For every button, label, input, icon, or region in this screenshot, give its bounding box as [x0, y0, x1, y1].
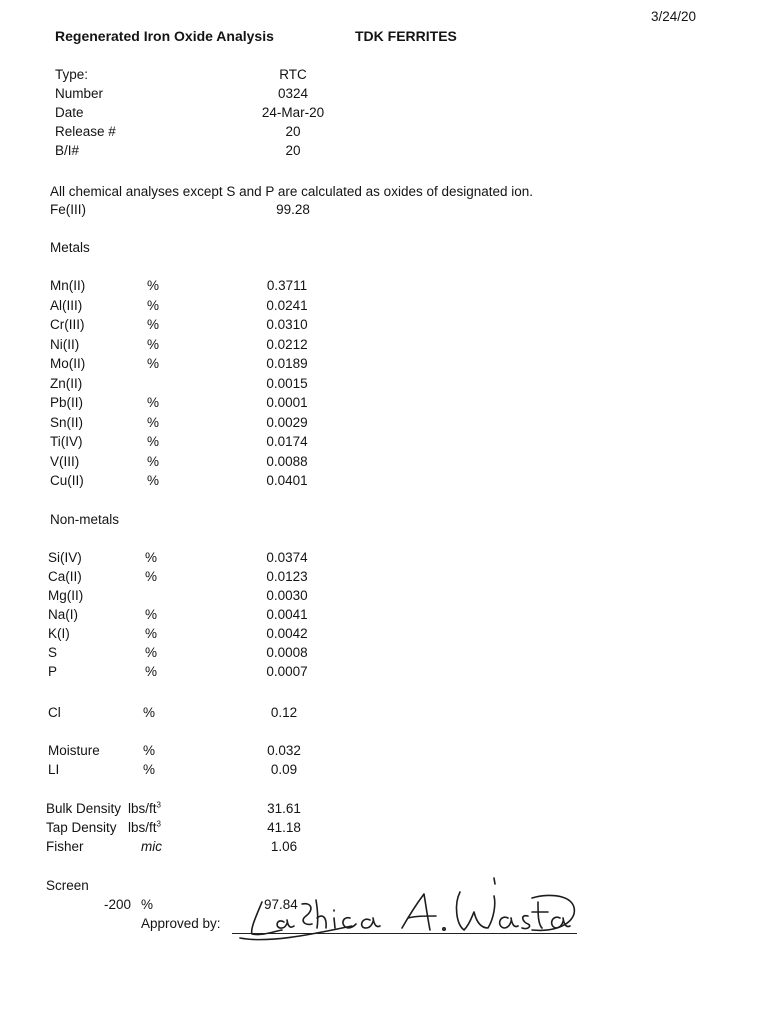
nonmetals-heading: Non-metals — [50, 512, 120, 527]
element-unit-si-iv: % — [145, 550, 158, 565]
document-title: Regenerated Iron Oxide Analysis — [55, 28, 274, 44]
element-unit-ni-ii: % — [147, 336, 160, 352]
approved-by-label: Approved by: — [141, 916, 221, 931]
element-value-na-i: 0.0041 — [266, 607, 308, 622]
element-unit-v-iii: % — [147, 453, 160, 469]
element-unit-p: % — [145, 664, 158, 679]
element-unit-sn-ii: % — [147, 414, 160, 430]
moisture-label: Moisture — [48, 743, 100, 758]
cl-value: 0.12 — [270, 705, 298, 720]
element-unit-mn-ii: % — [147, 278, 160, 293]
li-unit: % — [143, 762, 156, 777]
element-value-ca-ii: 0.0123 — [266, 569, 308, 584]
element-name-al-iii: Al(III) — [50, 297, 83, 313]
screen-unit: % — [141, 897, 154, 912]
element-name-mo-ii: Mo(II) — [50, 356, 86, 371]
element-value-al-iii: 0.0241 — [266, 297, 308, 313]
info-label-release: Release # — [55, 124, 116, 139]
element-value-mn-ii: 0.3711 — [266, 278, 308, 293]
element-value-cu-ii: 0.0401 — [266, 473, 308, 488]
element-name-sn-ii: Sn(II) — [50, 414, 84, 430]
element-value-k-i: 0.0042 — [266, 626, 308, 641]
fisher-unit: mic — [141, 839, 162, 854]
fisher-value: 1.06 — [270, 839, 298, 854]
element-name-pb-ii: Pb(II) — [50, 395, 84, 410]
element-name-s: S — [48, 645, 58, 660]
element-name-ni-ii: Ni(II) — [50, 336, 80, 352]
info-value-number: 0324 — [277, 86, 309, 101]
handwritten-signature — [232, 874, 582, 954]
element-value-s: 0.0008 — [266, 645, 308, 660]
screen-mesh: -200 — [104, 897, 132, 912]
element-value-mo-ii: 0.0189 — [266, 356, 308, 371]
tap-density-unit: lbs/$ft^3$ — [128, 819, 161, 835]
element-name-zn-ii: Zn(II) — [50, 375, 83, 391]
fe-label: Fe(III) — [50, 202, 86, 217]
info-label-bi: B/I# — [55, 143, 80, 158]
element-unit-s: % — [145, 645, 158, 660]
info-value-date: 24-Mar-20 — [261, 105, 325, 120]
info-label-type: Type: — [55, 67, 89, 82]
moisture-unit: % — [143, 743, 156, 758]
print-date: 3/24/20 — [651, 9, 697, 24]
element-value-cr-iii: 0.0310 — [266, 317, 308, 332]
bulk-density-unit: lbs/$ft^3$ — [128, 800, 161, 816]
bulk-density-value: 31.61 — [267, 801, 301, 816]
element-name-ti-iv: Ti(IV) — [50, 434, 83, 449]
fisher-label: Fisher — [46, 839, 84, 854]
element-unit-cr-iii: % — [147, 317, 160, 332]
element-value-ti-iv: 0.0174 — [266, 434, 308, 449]
element-name-cr-iii: Cr(III) — [50, 317, 85, 332]
tap-density-value: 41.18 — [267, 820, 301, 835]
cl-label: Cl — [48, 705, 61, 720]
screen-heading: Screen — [46, 878, 89, 893]
element-value-si-iv: 0.0374 — [266, 550, 308, 565]
element-unit-ca-ii: % — [145, 569, 158, 584]
fe-value: 99.28 — [276, 202, 310, 217]
element-name-cu-ii: Cu(II) — [50, 473, 84, 488]
info-label-number: Number — [55, 86, 104, 101]
element-name-na-i: Na(I) — [48, 607, 78, 622]
li-label: LI — [48, 762, 60, 777]
company-name: TDK FERRITES — [355, 28, 457, 44]
element-value-p: 0.0007 — [266, 664, 308, 679]
element-unit-na-i: % — [145, 607, 158, 622]
element-name-k-i: K(I) — [48, 626, 70, 641]
element-value-zn-ii: 0.0015 — [266, 375, 308, 391]
info-value-type: RTC — [279, 67, 307, 82]
element-value-v-iii: 0.0088 — [266, 453, 308, 469]
element-unit-cu-ii: % — [147, 473, 160, 488]
element-unit-al-iii: % — [147, 297, 160, 313]
element-name-v-iii: V(III) — [50, 453, 80, 469]
element-value-pb-ii: 0.0001 — [266, 395, 308, 410]
tap-density-label: Tap Density — [46, 820, 117, 835]
cl-unit: % — [143, 705, 156, 720]
info-label-date: Date — [55, 105, 84, 120]
element-name-ca-ii: Ca(II) — [48, 569, 82, 584]
oxide-note: All chemical analyses except S and P are calculated as oxides of designated ion. — [50, 184, 534, 199]
element-unit-ti-iv: % — [147, 434, 160, 449]
info-value-release: 20 — [285, 124, 301, 139]
li-value: 0.09 — [270, 762, 298, 777]
element-name-mg-ii: Mg(II) — [48, 588, 84, 603]
element-value-ni-ii: 0.0212 — [266, 336, 308, 352]
element-value-mg-ii: 0.0030 — [266, 588, 308, 603]
metals-heading: Metals — [50, 240, 90, 255]
screen-value: 97.84 — [264, 897, 298, 912]
bulk-density-label: Bulk Density — [46, 801, 122, 816]
element-name-si-iv: Si(IV) — [48, 550, 82, 565]
element-name-mn-ii: Mn(II) — [50, 278, 86, 293]
moisture-value: 0.032 — [267, 743, 301, 758]
element-value-sn-ii: 0.0029 — [266, 414, 308, 430]
element-name-p: P — [48, 664, 58, 679]
info-value-bi: 20 — [285, 143, 301, 158]
element-unit-k-i: % — [145, 626, 158, 641]
element-unit-mo-ii: % — [147, 356, 160, 371]
element-unit-pb-ii: % — [147, 395, 160, 410]
